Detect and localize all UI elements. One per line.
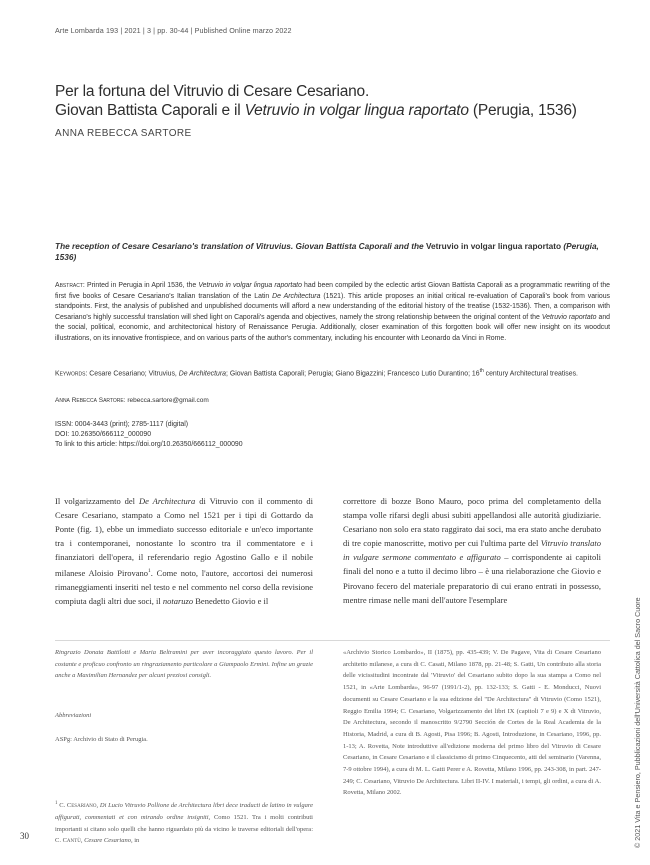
abstract-text: Printed in Perugia in April 1536, the	[84, 282, 199, 289]
footnote-1	[55, 798, 313, 847]
abstract-text: and the social, political, economic, and architectonical history of Renaissance Perugia. Additionally, closer examination of this forgotten book will offer new insight on its woodcut illustrations, on its innovative frontispiece, and on various parts of the author's commentary, including his encounter with Leonardo da Vinci in Rome.	[55, 313, 610, 342]
abstract-text: (1521). This article proposes an initial critical re-evaluation of Caporali's book from various standpoints. First, the analysis of published and unpublished documents will afford a new understanding of the editorial history of the treatise (1532-1536). Then, a comparison with Cesariano's highly successful translation will shed light on Caporali's agenda and objectives, namely the strong relationship between the original content of the	[55, 292, 610, 321]
footnote-italic: Cesare Cesariano	[84, 837, 131, 845]
abstract-italic: Vetruvio raportato	[541, 313, 597, 321]
body-column-left	[55, 494, 313, 609]
contact-email[interactable]	[55, 397, 209, 404]
title-text-end: (Perugia, 1536)	[468, 102, 577, 119]
keywords-text: Cesare Cesariano; Vitruvius,	[87, 370, 179, 378]
footnote-author: Cantù	[62, 837, 81, 845]
english-title-text: The reception of Cesare Cesariano's translation of Vitruvius. Giovan Battista Caporali and the	[55, 241, 426, 251]
footnote-author: C. Cesariano	[57, 802, 97, 810]
keywords	[55, 366, 610, 380]
title-line-2	[55, 101, 615, 120]
footnote-1-continued: «Archivio Storico Lombardo», II (1875), pp. 435-439; V. De Pagave, Vita di Cesare Cesariano architetto milanese, a cura di C. Casati, Milano 1878, pp. 21-48; S. Gatti, Un contributo alla storia delle vicissitudini incontrate dal 'Vitruvio' del Cesariano subito dopo la sua stampa a Como nel 1521, in «Arte Lombarda», 96-97 (1991/1-2), pp. 132-133; S. Gatti - E. Monducci, Nuovi documenti su Cesare Cesariano e la sua edizione del "De Architectura" di Vitruvio (Como 1521), Reggio Emilia 1994; C. Cesariano, Volgarizzamento dei libri IX (capitoli 7 e 9) e X di Vitruvio, De Architectura, secondo il manoscritto 9/2790 Sección de Cortes de la Real Academia de la Historia, Madrid, a cura di B. Agosti, Pisa 1996; B. Agosti, Introduzione, in Cesariano, 1996, pp. 1-13; A. Rovetta, Note introduttive all'edizione moderna del primo libro del Vitruvio di Cesare Cesariano, in Cesare Cesariano e il classicismo di primo Cinquecento, atti del seminario (Varenna, 7-9 ottobre 1994), a cura di M. L. Gatti Perer e A. Rovetta, Milano 1996, pp. 243-308, in part. 247-249; C. Cesariano, Vitruvio De Architectura. Libri II-IV. I materiali, i tempi, gli ordini, a cura di A. Rovetta, Milano 2002.	[343, 649, 601, 797]
acknowledgement-note: Ringrazio Donata Battilotti e Maria Beltramini per aver incoraggiato questo lavoro. Per il costante e proficuo confronto un ringraziamento particolare a Giampaolo Ermini. Infine un grazie anche a Maximilian Hernandez per alcuni preziosi consigli.	[55, 649, 313, 680]
english-title-upright: Vetruvio in volgar lingua raportato	[425, 241, 562, 251]
body-text: correttore di bozze Bono Mauro, poco prima del completamento della stampa volle rifarsi degli abusi subiti appellandosi alle autorità giudiziarie. Cesariano non solo era stato raggirato dai soci, ma era stato anche derubato di tre copie manoscritte, motivo per cui l'ultima parte del	[343, 496, 601, 549]
page-number: 30	[20, 831, 29, 841]
email-link[interactable]: : rebecca.sartore@gmail.com	[123, 397, 209, 404]
abstract-label: Abstract:	[55, 282, 85, 289]
keywords-sup: th	[479, 368, 484, 374]
footnote-text: , Como 1521. Tra i molti contributi importanti si citano solo quelli che hanno riguardato più da vicino le traverse editoriali dell'opera: C.	[55, 813, 313, 845]
article-meta	[55, 420, 243, 450]
body-text: Il volgarizzamento del	[55, 496, 139, 506]
issn: ISSN: 0004-3443 (print); 2785-1117 (digital)	[55, 421, 189, 428]
footnote-italic: Di Lucio Vitruvio Pollione de Architectura libri dece traducti de latino in vulgare affigurati, commentati et con mirando ordine insigniti	[55, 802, 314, 821]
keywords-label: Keywords:	[55, 370, 88, 378]
body-text: . Come noto, l'autore, accortosi dei numerosi rimaneggiamenti inseriti nel testo e nel commento nel corso della revisione compiuta dagli altri due soci, il	[55, 568, 314, 607]
keywords-italic: De Architectura	[178, 370, 226, 378]
footnote-text: ,	[80, 837, 85, 845]
body-text: Benedetto Giovio e il	[193, 596, 269, 607]
body-italic: notaruzo	[162, 596, 194, 607]
abbreviations-heading: Abbreviazioni	[55, 712, 92, 719]
footnote-number: 1	[55, 801, 58, 806]
english-title	[55, 241, 610, 263]
contact-name: Anna Rebecca Sartore	[55, 397, 124, 404]
footnote-text: , in	[130, 837, 140, 845]
abstract-italic: Vetruvio in volgar lingua raportato	[198, 282, 302, 289]
title-text: Giovan Battista Caporali e il	[55, 102, 245, 119]
body-text: – corrispondente ai capitoli finali del nono e a tutto il decimo libro – è una rielaborazione che Giovio e Pirovano fecero del materiale preparatorio di cui erano entrati in possesso, mentre rimase nelle mani dell'autore l'esemplare	[343, 552, 601, 605]
body-column-right	[343, 494, 601, 607]
footnote-ref[interactable]: 1	[148, 568, 151, 575]
body-text: di Vitruvio con il commento di Cesare Cesariano, stampato a Como nel 1521 per i tipi di Gottardo da Ponte (fig. 1), ebbe un immediato successo editoriale e un'eco importante tra i contemporanei, nonostante lo scontro tra il commentatore e i finanziatori dell'opera, il referendario regio Agostino Gallo e il nobile milanese Aloisio Pirovano	[55, 496, 314, 579]
footnote-text: ,	[96, 802, 100, 810]
article-link[interactable]: To link to this article: https://doi.org/10.26350/666112_000090	[55, 441, 243, 448]
title-line-1: Per la fortuna del Vitruvio di Cesare Cesariano.	[55, 83, 370, 100]
journal-header: Arte Lombarda 193 | 2021 | 3 | pp. 30-44 | Published Online marzo 2022	[55, 26, 292, 35]
english-title-end: (Perugia, 1536)	[55, 241, 599, 262]
keywords-text: ; Giovan Battista Caporali; Perugia; Giano Bigazzini; Francesco Lutio Durantino; 16	[226, 370, 480, 378]
keywords-text: century Architectural treatises.	[483, 370, 578, 378]
abstract-italic: De Architectura	[272, 292, 321, 300]
abstract	[55, 281, 610, 345]
title-italic-text: Vetruvio in volgar lingua raportato	[244, 102, 469, 119]
copyright-sidebar: © 2021 Vita e Pensiero, Pubblicazioni dell'Università Cattolica del Sacro Cuore	[633, 597, 642, 848]
doi: DOI: 10.26350/666112_000090	[55, 431, 152, 438]
body-italic: De Architectura	[138, 496, 196, 506]
article-title	[55, 82, 615, 120]
abbreviation-item: ASPg: Archivio di Stato di Perugia.	[55, 736, 148, 743]
abstract-text: had been compiled by the eclectic artist Giovan Battista Caporali as a programmatic rewriting of the first five books of Cesare Cesariano's Italian translation of the Latin	[55, 282, 611, 300]
footnote-divider	[55, 640, 610, 641]
author-name: ANNA REBECCA SARTORE	[55, 128, 192, 139]
body-italic: Vitruvio translato in vulgare sermone commentato e affigurato	[343, 538, 601, 563]
